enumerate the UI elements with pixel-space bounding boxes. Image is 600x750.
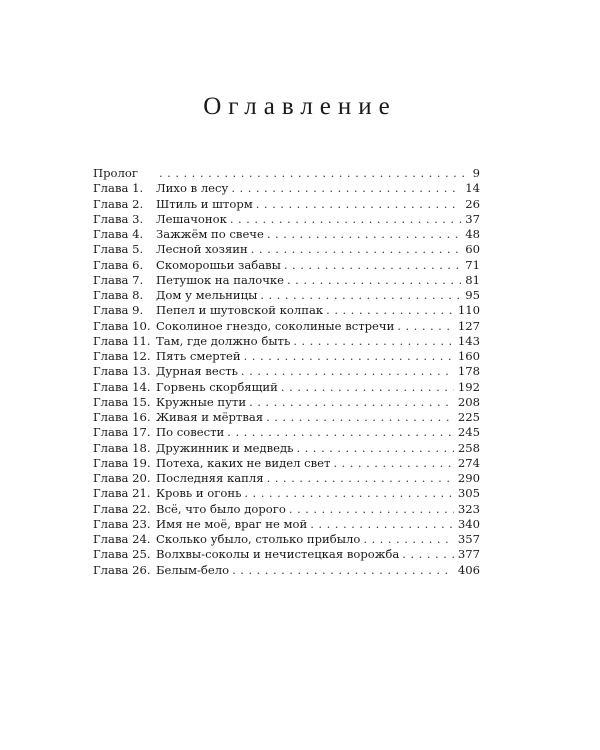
toc-dot-leader <box>363 532 454 547</box>
toc-dot-leader <box>296 441 453 456</box>
toc-page-number: 81 <box>465 272 480 287</box>
toc-page-number: 305 <box>457 486 480 501</box>
toc-chapter-title: Штиль и шторм <box>156 196 253 211</box>
toc-chapter-title: Лихо в лесу <box>156 181 229 196</box>
toc-entry <box>93 197 480 212</box>
toc-chapter-label: Глава 25. <box>93 547 151 562</box>
toc-chapter-title: Кровь и огонь <box>156 486 242 501</box>
toc-dot-leader <box>402 547 454 562</box>
toc-dot-leader <box>289 502 454 517</box>
toc-entry <box>93 334 480 349</box>
toc-dot-leader <box>326 303 454 318</box>
toc-page-number: 274 <box>457 455 480 470</box>
toc-chapter-label: Пролог <box>93 166 138 180</box>
toc-entry <box>93 425 480 440</box>
toc-chapter-title: Потеха, каких не видел свет <box>156 455 331 470</box>
toc-entry <box>93 319 480 334</box>
toc-chapter-label: Глава 1. <box>93 181 144 196</box>
toc-dot-leader <box>244 486 453 501</box>
toc-chapter-title: Сколько убыло, столько прибыло <box>156 532 361 546</box>
toc-chapter-title: Скоморошьи забавы <box>156 257 281 272</box>
toc-dot-leader <box>267 227 461 242</box>
page-title: Оглавление <box>203 93 397 120</box>
toc-chapter-label: Глава 2. <box>93 196 144 211</box>
toc-chapter-label: Глава 18. <box>93 440 151 455</box>
toc-entry <box>93 349 480 364</box>
toc-entry <box>93 532 480 547</box>
toc-dot-leader <box>256 197 461 212</box>
toc-entry <box>93 288 480 303</box>
toc-entry <box>93 563 480 578</box>
toc-chapter-label: Глава 3. <box>93 211 144 226</box>
toc-page-number: 290 <box>457 471 480 485</box>
toc-entry <box>93 410 480 425</box>
toc-chapter-label: Глава 16. <box>93 410 151 424</box>
toc-chapter-title: Соколиное гнездо, соколиные встречи <box>156 318 395 333</box>
toc-entry <box>93 242 480 257</box>
toc-chapter-label: Глава 24. <box>93 532 151 546</box>
toc-chapter-title: Белым-бело <box>156 562 230 577</box>
toc-chapter-title: Дом у мельницы <box>156 288 258 302</box>
toc-page-number: 160 <box>457 349 480 363</box>
toc-dot-leader <box>227 425 454 440</box>
toc-dot-leader <box>230 212 461 227</box>
toc-chapter-title: Зажжём по свече <box>156 227 264 241</box>
toc-page-number: 143 <box>457 333 480 348</box>
toc-entry <box>93 273 480 288</box>
toc-page-number: 377 <box>457 547 480 562</box>
toc-chapter-title: По совести <box>156 425 225 440</box>
toc-page-number: 37 <box>465 211 480 226</box>
toc-page-number: 340 <box>457 516 480 531</box>
toc-dot-leader <box>251 242 461 257</box>
toc-chapter-title: Кружные пути <box>156 394 247 409</box>
toc-entry <box>93 456 480 471</box>
toc-dot-leader <box>310 517 454 532</box>
toc-chapter-label: Глава 9. <box>93 303 144 318</box>
toc-chapter-label: Глава 10. <box>93 318 151 333</box>
toc-page-number: 14 <box>465 181 480 196</box>
toc-chapter-title: Волхвы-соколы и нечистецкая ворожба <box>156 547 400 562</box>
toc-page-number: 9 <box>472 166 480 180</box>
toc-chapter-title: Имя не моё, враг не мой <box>156 516 308 531</box>
toc-chapter-title: Живая и мёртвая <box>156 410 264 424</box>
toc-entry <box>93 212 480 227</box>
toc-chapter-title: Дружинник и медведь <box>156 440 294 455</box>
table-of-contents <box>93 166 480 578</box>
toc-chapter-title: Лесной хозяин <box>156 242 248 257</box>
toc-dot-leader <box>267 471 454 486</box>
toc-entry <box>93 395 480 410</box>
toc-chapter-label: Глава 15. <box>93 394 151 409</box>
toc-dot-leader <box>231 181 461 196</box>
toc-dot-leader <box>284 258 461 273</box>
toc-dot-leader <box>266 410 454 425</box>
toc-entry <box>93 471 480 486</box>
toc-page-number: 26 <box>465 196 480 211</box>
toc-chapter-label: Глава 11. <box>93 333 151 348</box>
toc-page-number: 95 <box>465 288 480 302</box>
toc-dot-leader <box>287 273 461 288</box>
toc-dot-leader <box>260 288 461 303</box>
toc-page-number: 225 <box>457 410 480 424</box>
toc-page-number: 178 <box>457 364 480 379</box>
toc-entry <box>93 181 480 196</box>
toc-entry <box>93 547 480 562</box>
toc-chapter-label: Глава 22. <box>93 501 151 516</box>
toc-entry <box>93 502 480 517</box>
toc-page-number: 127 <box>457 318 480 333</box>
toc-page-number: 245 <box>457 425 480 440</box>
toc-dot-leader <box>397 319 454 334</box>
toc-dot-leader <box>249 395 454 410</box>
toc-chapter-label: Глава 7. <box>93 272 144 287</box>
toc-dot-leader <box>241 364 454 379</box>
toc-chapter-label: Глава 23. <box>93 516 151 531</box>
toc-dot-leader <box>281 380 454 395</box>
toc-entry <box>93 486 480 501</box>
toc-entry <box>93 380 480 395</box>
toc-chapter-label: Глава 26. <box>93 562 151 577</box>
toc-chapter-title: Там, где должно быть <box>156 333 291 348</box>
toc-chapter-label: Глава 8. <box>93 288 144 302</box>
toc-page-number: 71 <box>465 257 480 272</box>
toc-chapter-label: Глава 21. <box>93 486 151 501</box>
toc-page-number: 60 <box>465 242 480 257</box>
toc-entry <box>93 364 480 379</box>
toc-dot-leader <box>244 349 454 364</box>
toc-chapter-label: Глава 20. <box>93 471 151 485</box>
toc-chapter-title: Горвень скорбящий <box>156 379 278 394</box>
toc-dot-leader <box>293 334 454 349</box>
toc-entry <box>93 441 480 456</box>
toc-dot-leader <box>159 166 469 181</box>
toc-entry <box>93 517 480 532</box>
toc-chapter-title: Всё, что было дорого <box>156 501 286 516</box>
toc-page-number: 48 <box>465 227 480 241</box>
toc-chapter-title: Дурная весть <box>156 364 238 379</box>
toc-chapter-label: Глава 4. <box>93 227 144 241</box>
toc-chapter-title: Последняя капля <box>156 471 264 485</box>
toc-page-number: 406 <box>457 562 480 577</box>
toc-page-number: 192 <box>457 379 480 394</box>
toc-chapter-label: Глава 17. <box>93 425 151 440</box>
toc-chapter-title: Пять смертей <box>156 349 241 363</box>
toc-chapter-label: Глава 5. <box>93 242 144 257</box>
toc-chapter-title: Пепел и шутовской колпак <box>156 303 324 318</box>
toc-chapter-label: Глава 19. <box>93 455 151 470</box>
toc-entry <box>93 303 480 318</box>
toc-page-number: 357 <box>457 532 480 546</box>
toc-entry <box>93 166 480 181</box>
toc-chapter-label: Глава 13. <box>93 364 151 379</box>
toc-page-number: 208 <box>457 394 480 409</box>
toc-entry <box>93 227 480 242</box>
toc-page-number: 323 <box>457 501 480 516</box>
toc-dot-leader <box>232 563 454 578</box>
toc-chapter-label: Глава 12. <box>93 349 151 363</box>
toc-chapter-label: Глава 14. <box>93 379 151 394</box>
toc-chapter-title: Петушок на палочке <box>156 272 284 287</box>
toc-entry <box>93 258 480 273</box>
toc-page-number: 258 <box>457 440 480 455</box>
toc-chapter-title: Лешачонок <box>156 211 227 226</box>
toc-dot-leader <box>333 456 453 471</box>
toc-page-number: 110 <box>457 303 480 318</box>
toc-chapter-label: Глава 6. <box>93 257 144 272</box>
